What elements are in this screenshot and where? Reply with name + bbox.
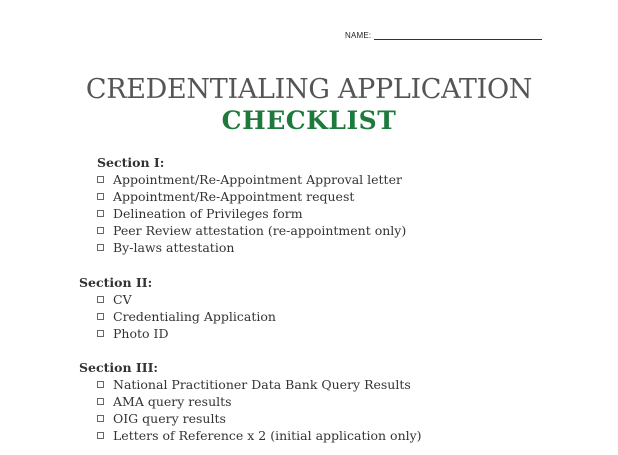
checkbox-icon[interactable] [97,415,104,422]
page-title: CREDENTIALING APPLICATION [85,74,533,105]
checkbox-icon[interactable] [97,176,104,183]
checkbox-icon[interactable] [97,381,104,388]
item-label: Appointment/Re-Appointment Approval letter [113,172,402,187]
checklist [97,291,276,342]
section-2 [79,274,276,342]
checkbox-icon[interactable] [97,210,104,217]
section-title: Section II: [79,275,153,290]
checkbox-icon[interactable] [97,398,104,405]
checklist-item [97,205,406,222]
item-label: Letters of Reference x 2 (initial application only) [113,428,422,443]
checklist-item [97,222,406,239]
checklist-item [97,325,276,342]
item-label: By-laws attestation [113,240,235,255]
section-title: Section III: [79,360,159,375]
item-label: National Practitioner Data Bank Query Results [113,377,411,392]
checkbox-icon[interactable] [97,296,104,303]
checklist-item [97,427,422,444]
checkbox-icon[interactable] [97,227,104,234]
checklist-item [97,291,276,308]
section-3 [79,359,422,444]
item-label: Appointment/Re-Appointment request [113,189,355,204]
checkbox-icon[interactable] [97,313,104,320]
item-label: Peer Review attestation (re-appointment only) [113,223,407,238]
item-label: OIG query results [113,411,226,426]
checkbox-icon[interactable] [97,432,104,439]
checklist-item [97,308,276,325]
page-subtitle: CHECKLIST [221,106,397,135]
name-label: NAME: [345,31,372,40]
item-label: CV [113,292,132,307]
checklist-item [97,171,406,188]
item-label: Credentialing Application [113,309,276,324]
checkbox-icon[interactable] [97,244,104,251]
name-field[interactable] [345,31,542,40]
item-label: Photo ID [113,326,169,341]
checkbox-icon[interactable] [97,193,104,200]
section-1 [97,154,406,256]
checkbox-icon[interactable] [97,330,104,337]
checklist [97,171,406,256]
checklist-item [97,376,422,393]
checklist-item [97,410,422,427]
checklist [97,376,422,444]
checklist-item [97,393,422,410]
name-input-line[interactable] [374,31,542,40]
section-title: Section I: [97,155,165,170]
item-label: Delineation of Privileges form [113,206,303,221]
checklist-item [97,239,406,256]
checklist-item [97,188,406,205]
item-label: AMA query results [113,394,232,409]
